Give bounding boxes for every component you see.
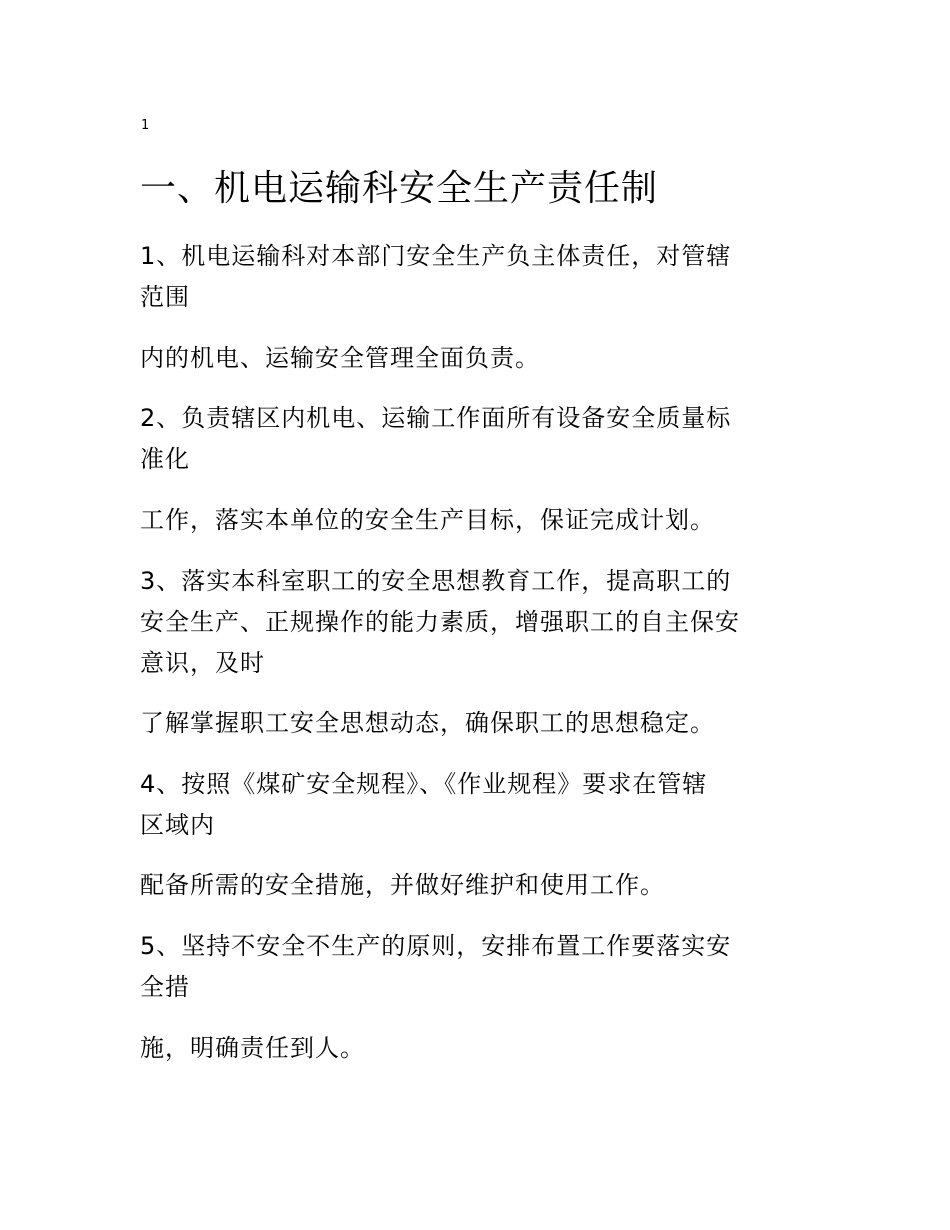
paragraph-line: 范围 (140, 283, 190, 311)
paragraph-line: 全措 (140, 973, 190, 1001)
paragraph-line: 准化 (140, 445, 190, 473)
paragraph-line: 5、坚持不安全不生产的原则，安排布置工作要落实安 (140, 932, 732, 960)
paragraph-line: 4、按照《煤矿安全规程》、《作业规程》要求在管辖 (140, 770, 708, 798)
paragraph-line: 内的机电、运输安全管理全面负责。 (140, 344, 540, 372)
paragraph-line: 1、机电运输科对本部门安全生产负主体责任，对管辖 (140, 242, 732, 270)
paragraph-line: 意识，及时 (140, 649, 265, 677)
paragraph-line: 区域内 (140, 811, 215, 839)
paragraph-line: 2、负责辖区内机电、运输工作面所有设备安全质量标 (140, 404, 732, 432)
paragraph-line: 3、落实本科室职工的安全思想教育工作，提高职工的 (140, 567, 732, 595)
paragraph-line: 工作，落实本单位的安全生产目标，保证完成计划。 (140, 506, 715, 534)
page-number: 1 (141, 118, 150, 133)
paragraph-line: 施，明确责任到人。 (140, 1034, 365, 1062)
document-title: 一、机电运输科安全生产责任制 (140, 168, 659, 209)
paragraph-line: 安全生产、正规操作的能力素质，增强职工的自主保安 (140, 608, 740, 636)
paragraph-line: 配备所需的安全措施，并做好维护和使用工作。 (140, 871, 665, 899)
paragraph-line: 了解掌握职工安全思想动态，确保职工的思想稳定。 (140, 709, 715, 737)
